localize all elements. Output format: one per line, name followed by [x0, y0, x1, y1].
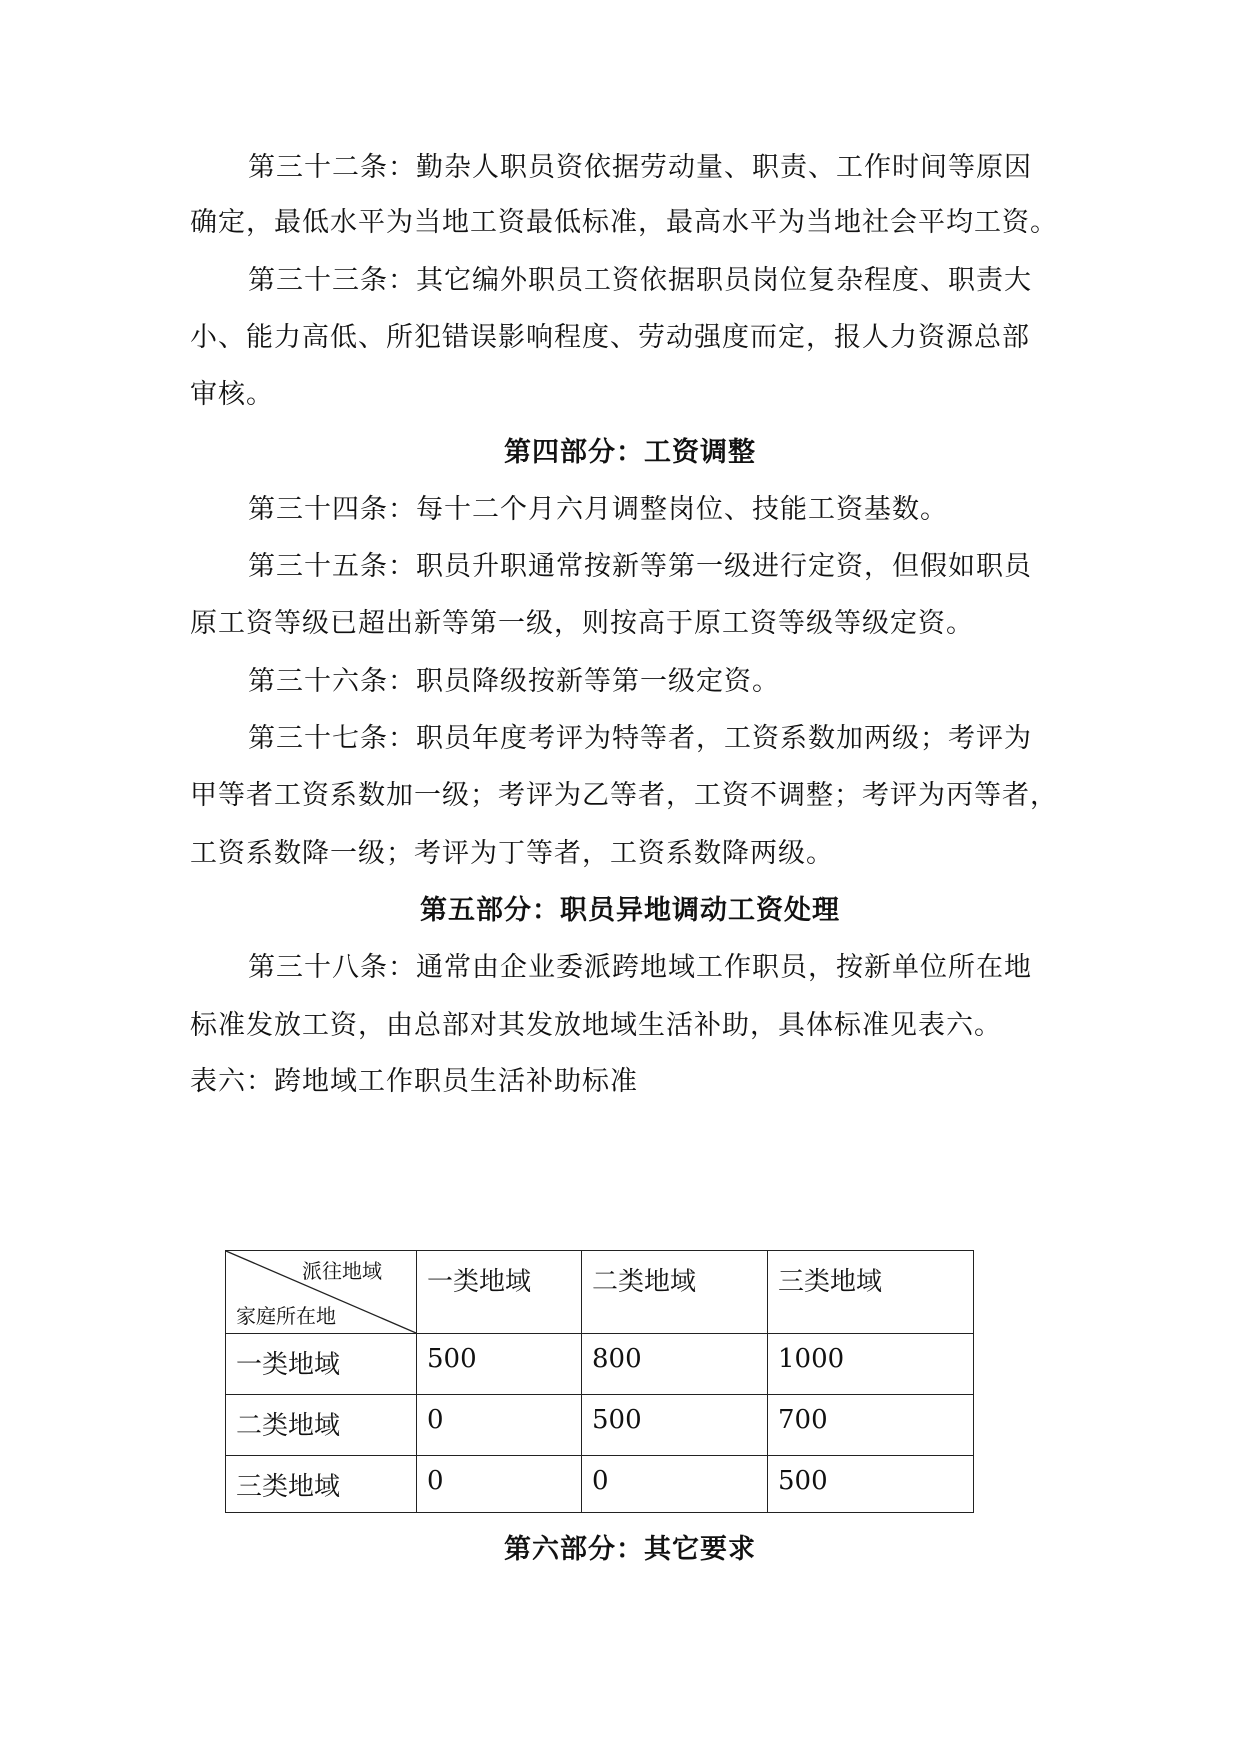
section-heading-part5: 第五部分：职员异地调动工资处理	[420, 895, 840, 926]
table-cell: 700	[768, 1395, 974, 1456]
table-row	[226, 1456, 974, 1513]
table-cell: 500	[582, 1395, 768, 1456]
row-header: 一类地域	[226, 1334, 417, 1395]
paragraph-line: 原工资等级已超出新等第一级，则按高于原工资等级等级定资。	[190, 608, 974, 639]
paragraph-line: 第三十三条：其它编外职员工资依据职员岗位复杂程度、职责大	[248, 265, 1032, 296]
table-cell: 0	[417, 1395, 582, 1456]
paragraph-line: 审核。	[190, 379, 274, 410]
paragraph-line: 标准发放工资，由总部对其发放地域生活补助，具体标准见表六。	[190, 1010, 1002, 1041]
paragraph-line: 第三十八条：通常由企业委派跨地域工作职员，按新单位所在地	[248, 952, 1032, 983]
table-corner-cell	[226, 1251, 417, 1334]
paragraph-line: 第三十二条：勤杂人职员资依据劳动量、职责、工作时间等原因	[248, 152, 1032, 183]
table-cell: 800	[582, 1334, 768, 1395]
table-caption: 表六：跨地域工作职员生活补助标准	[190, 1066, 638, 1097]
table-cell: 0	[582, 1456, 768, 1513]
section-heading-part6: 第六部分：其它要求	[504, 1534, 756, 1565]
paragraph-line: 第三十七条：职员年度考评为特等者，工资系数加两级；考评为	[248, 723, 1032, 754]
table-cell: 1000	[768, 1334, 974, 1395]
column-header: 三类地域	[768, 1251, 974, 1334]
row-header: 三类地域	[226, 1456, 417, 1513]
corner-label-destination: 派往地域	[302, 1259, 382, 1283]
paragraph-line: 第三十五条：职员升职通常按新等第一级进行定资，但假如职员	[248, 551, 1032, 582]
subsidy-table	[225, 1250, 974, 1513]
paragraph-line: 第三十四条：每十二个月六月调整岗位、技能工资基数。	[248, 494, 948, 525]
paragraph-line: 小、能力高低、所犯错误影响程度、劳动强度而定，报人力资源总部	[190, 322, 1030, 353]
paragraph-line: 工资系数降一级；考评为丁等者，工资系数降两级。	[190, 838, 834, 869]
paragraph-line: 确定，最低水平为当地工资最低标准，最高水平为当地社会平均工资。	[190, 207, 1058, 238]
column-header: 一类地域	[417, 1251, 582, 1334]
table-row	[226, 1334, 974, 1395]
table-cell: 500	[768, 1456, 974, 1513]
table-cell: 500	[417, 1334, 582, 1395]
paragraph-line: 甲等者工资系数加一级；考评为乙等者，工资不调整；考评为丙等者，	[190, 780, 1058, 811]
table-cell: 0	[417, 1456, 582, 1513]
corner-label-home: 家庭所在地	[236, 1304, 336, 1328]
table-row	[226, 1395, 974, 1456]
table-header-row	[226, 1251, 974, 1334]
row-header: 二类地域	[226, 1395, 417, 1456]
paragraph-line: 第三十六条：职员降级按新等第一级定资。	[248, 666, 780, 697]
section-heading-part4: 第四部分：工资调整	[504, 437, 756, 468]
column-header: 二类地域	[582, 1251, 768, 1334]
